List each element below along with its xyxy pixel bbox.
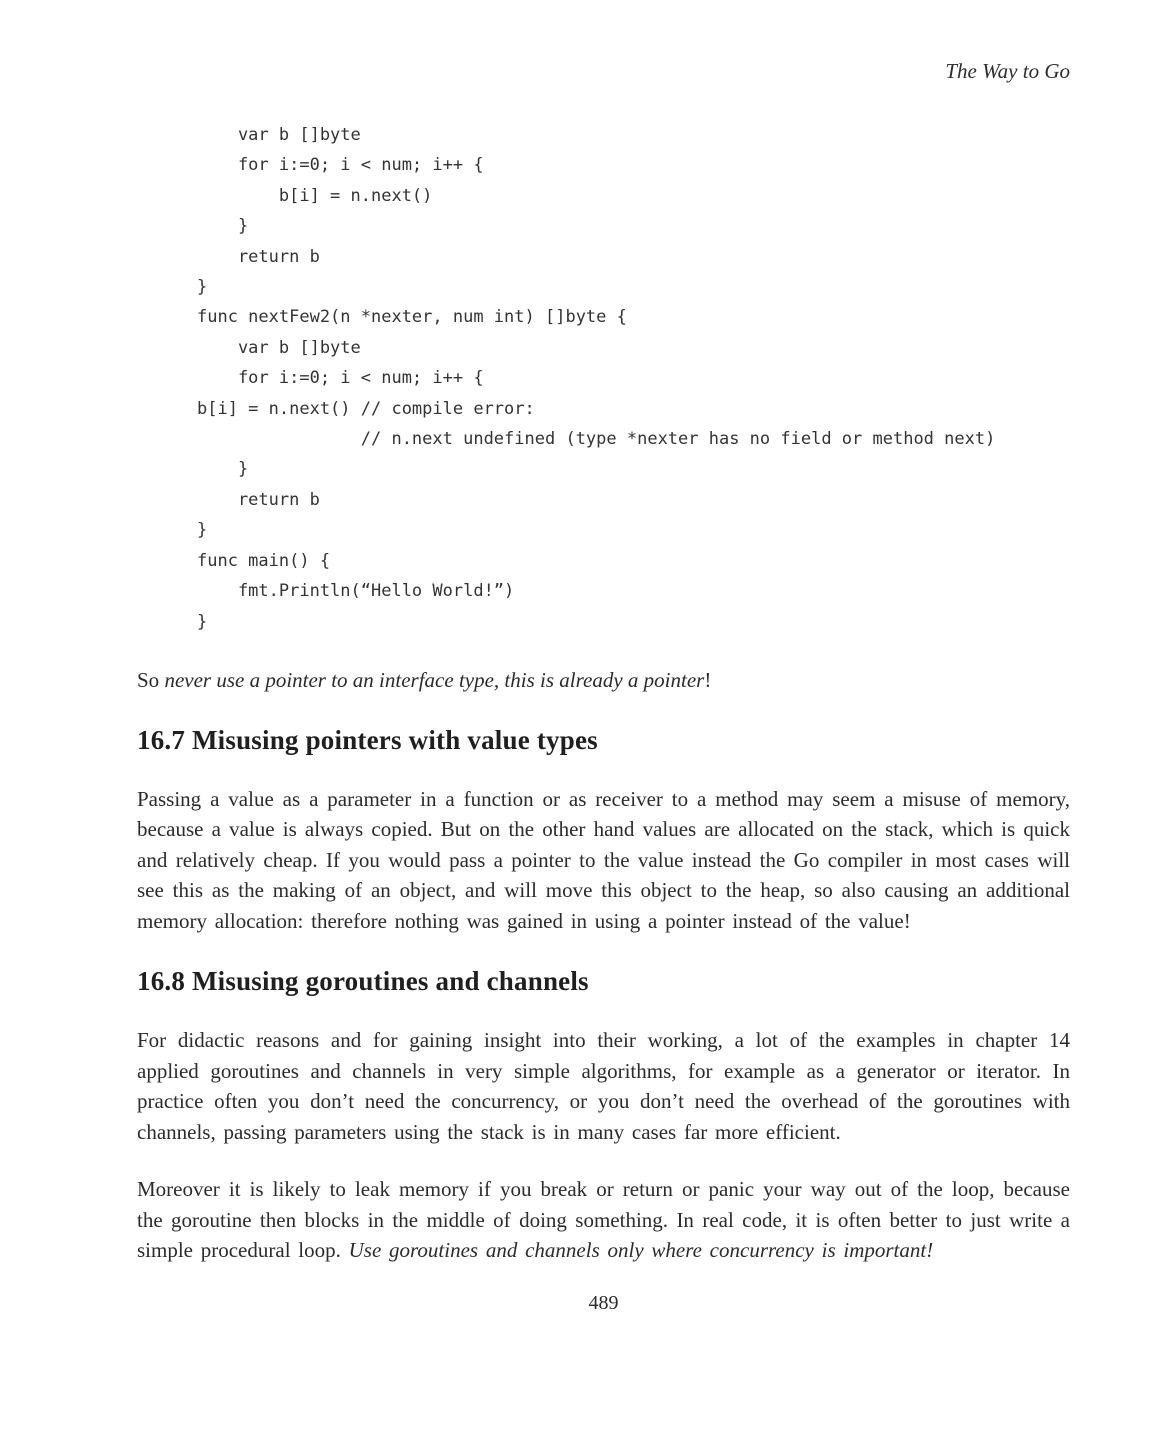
code-line: } [197,459,249,480]
note-prefix: So [137,667,165,692]
paragraph-16-8-second-italic: Use goroutines and channels only where concurrency is important! [348,1238,934,1263]
note-italic-text: never use a pointer to an interface type, this is already a pointer [164,667,705,692]
code-line: } [197,611,208,632]
code-line: } [197,277,208,298]
code-line: fmt.Println(“Hello World!”) [197,581,515,602]
code-line: return b [197,246,320,267]
code-line: return b [197,489,320,510]
code-line: for i:=0; i < num; i++ { [197,155,484,176]
paragraph-16-8-first: For didactic reasons and for gaining insight into their working, a lot of the examples in chapter 14 applied goroutines and channels in very simple algorithms, for example as a generator or iterator. In practice often you don’t need the concurrency, or you don’t need the overhead of the goroutines with channels, passing parameters using the stack is in many cases far more efficient. [137,1028,1070,1144]
code-line: // n.next undefined (type *nexter has no field or method next) [197,429,996,450]
code-line: for i:=0; i < num; i++ { [197,368,484,389]
section-heading-16-7: 16.7 Misusing pointers with value types [137,724,598,755]
code-line: func main() { [197,550,331,571]
paragraph-16-7: Passing a value as a parameter in a function or as receiver to a method may seem a misuse of memory, because a value is always copied. But on the other hand values are allocated on the stack, which is quick and relatively cheap. If you would pass a pointer to the value instead the Go compiler in most cases will see this as the making of an object, and will move this object to the heap, so also causing an additional memory allocation: therefore nothing was gained in using a pointer instead of the value! [137,786,1070,933]
code-line: b[i] = n.next() // compile error: [197,398,535,419]
note-suffix: ! [704,667,712,692]
code-line: } [197,216,249,237]
section-heading-16-8: 16.8 Misusing goroutines and channels [137,966,589,997]
code-block [197,120,1070,637]
paragraph-16-8-second-regular: Moreover it is likely to leak memory if you break or return or panic your way out of the loop, because the goroutine then blocks in the middle of doing something. In real code, it is often better to just write a simple procedural loop. [137,1177,1070,1263]
running-header: The Way to Go [945,59,1070,83]
note-line [137,665,1070,695]
code-line: func nextFew2(n *nexter, num int) []byte { [197,307,627,328]
code-line: } [197,520,208,541]
page-number: 489 [588,1291,619,1314]
code-line: var b []byte [197,125,361,145]
paragraph-16-8-second [137,1174,1070,1266]
code-line: var b []byte [197,337,361,358]
code-line: b[i] = n.next() [197,185,433,206]
